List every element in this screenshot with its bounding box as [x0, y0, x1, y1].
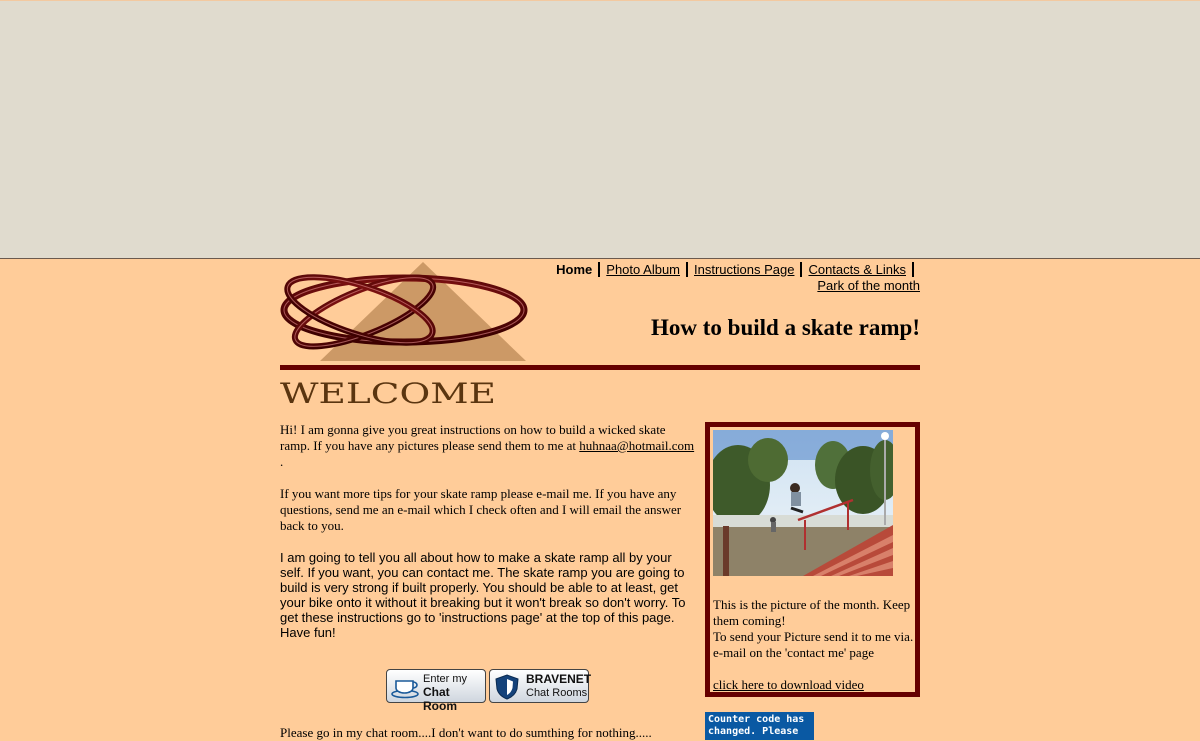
site-logo [280, 260, 530, 363]
picture-caption [713, 597, 918, 693]
picture-of-month-box [705, 422, 920, 697]
page-content [280, 259, 920, 740]
nav-separator [686, 262, 688, 277]
nav-link-park-of-month[interactable]: Park of the month [817, 278, 920, 293]
main-text [280, 422, 698, 640]
chat-buttons [386, 669, 592, 713]
nav-separator [800, 262, 802, 277]
email-link[interactable]: huhnaa@hotmail.com [579, 438, 695, 453]
bravenet-shield-icon [494, 674, 520, 700]
caption-line-2: To send your Picture send it to me via. e-mail on the 'contact me' page [713, 629, 914, 660]
header-divider [280, 365, 920, 370]
instructions-paragraph: I am going to tell you all about how to make a skate ramp all by your self. If you want, you can contact me. The skate ramp you are going to build is very strong if built properly. You should be able to at least, get your bike onto it without it breaking but it won't break so don't worry. To get these instructions go to 'instructions page' at the top of this page. Have fun! [280, 550, 686, 640]
bravenet-chat-rooms-button[interactable]: BRAVENET Chat Rooms [489, 669, 589, 703]
nav-link-contacts[interactable]: Contacts & Links [808, 262, 906, 277]
chat-room-note: Please go in my chat room....I don't want to do sumthing for nothing..... [280, 725, 652, 740]
welcome-text: WELCOME [280, 377, 496, 408]
picture-of-month-photo[interactable] [713, 430, 893, 576]
blank-top-band [0, 0, 1200, 259]
nav-separator [912, 262, 914, 277]
tips-paragraph: If you want more tips for your skate ramp please e-mail me. If you have any questions, send me an e-mail which I check often and I will email the answer back to you. [280, 486, 682, 533]
coffee-cup-icon [391, 675, 421, 699]
nav-link-photo-album[interactable]: Photo Album [606, 262, 680, 277]
caption-line-1: This is the picture of the month. Keep them coming! [713, 597, 911, 628]
page-title: How to build a skate ramp! [651, 315, 920, 340]
top-navigation [540, 262, 920, 294]
nav-separator [598, 262, 600, 277]
welcome-banner [280, 374, 500, 408]
nav-home-current: Home [556, 262, 593, 277]
download-video-link[interactable]: click here to download video [713, 677, 864, 692]
enter-chat-room-button[interactable]: Enter my Chat Room [386, 669, 486, 703]
intro-paragraph: Hi! I am gonna give you great instructions on how to build a wicked skate ramp. If you have any pictures please send them to me at huhnaa@hotmail.com . [280, 422, 695, 469]
nav-link-instructions[interactable]: Instructions Page [694, 262, 795, 277]
hit-counter-notice: Counter code has changed. Please [705, 712, 814, 740]
